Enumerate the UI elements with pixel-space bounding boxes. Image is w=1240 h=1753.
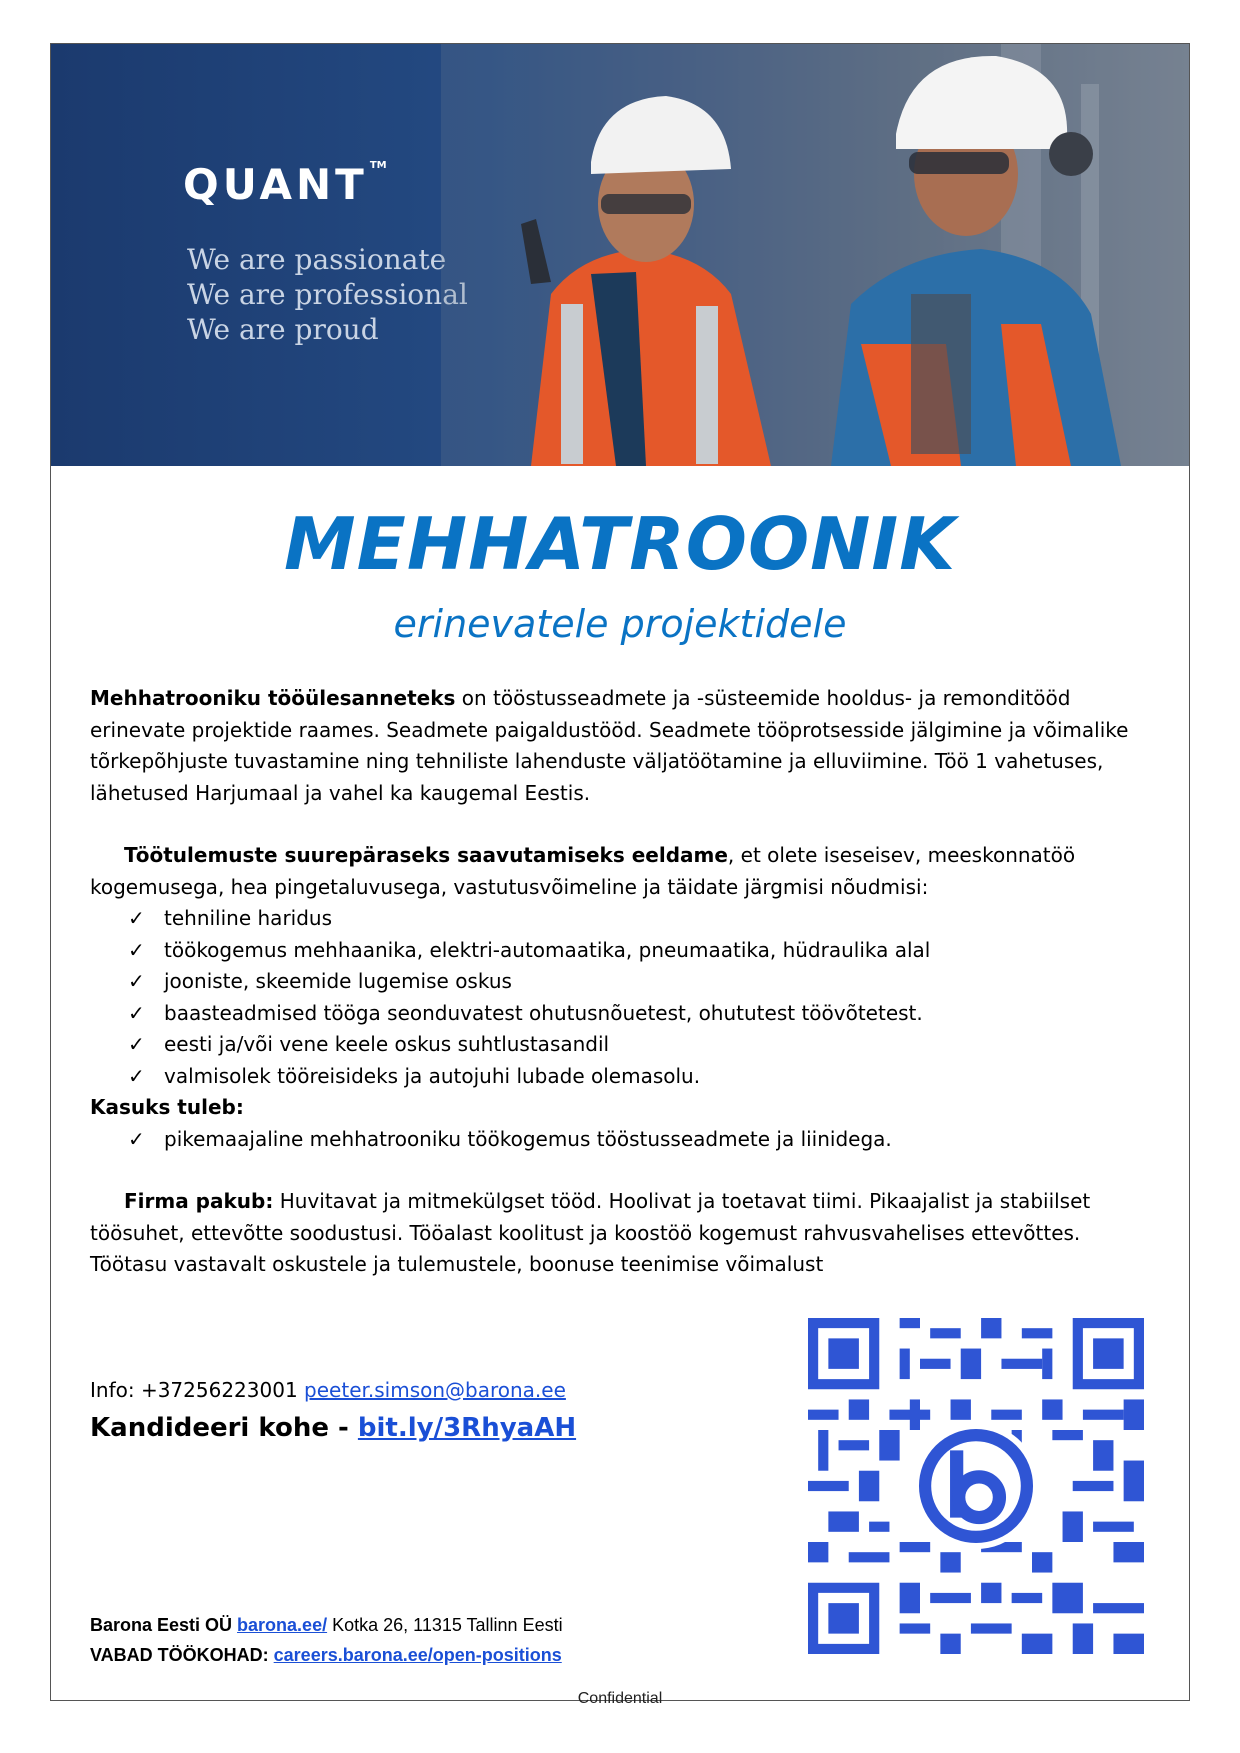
list-item: ✓ töökogemus mehhaanika, elektri-automaatika, pneumaatika, hüdraulika alal bbox=[128, 935, 1150, 967]
list-item: ✓ baasteadmised tööga seonduvatest ohutusnõuetest, ohututest töövõtetest. bbox=[128, 998, 1150, 1030]
header-banner bbox=[51, 44, 1189, 466]
jobs-link[interactable]: careers.barona.ee/open-positions bbox=[273, 1645, 562, 1665]
email-link[interactable]: peeter.simson@barona.ee bbox=[304, 1378, 566, 1402]
requirements-list bbox=[90, 903, 1150, 1092]
page-subtitle: erinevatele projektidele bbox=[393, 602, 847, 646]
tagline-line: We are proud bbox=[187, 313, 379, 346]
offer-paragraph: Firma pakub: Huvitavat ja mitmekülgset tööd. Hoolivat ja toetavat tiimi. Pikaajalist ja stabiilset töösuhet, ettevõtte soodustusi. Tööalast koolitust ja koostöö kogemust rahvusvahelises ettevõttes. Töötasu vastavalt oskustele ja tulemustele, boonuse teenimise võimalust bbox=[90, 1189, 1091, 1276]
intro-paragraph: Mehhatrooniku tööülesanneteks on tööstusseadmete ja -süsteemide hooldus- ja remonditööd erinevate projektide raames. Seadmete paigaldustööd. Seadmete tööprotsesside jälgimine ja võimalike tõrkepõhjuste tuvastamine ning tehniliste lahenduste väljatöötamine ja elluviimine. Töö 1 vahetuses, lähetused Harjumaal ja vahel ka kaugemal Eestis. bbox=[90, 686, 1129, 805]
apply-line: Kandideeri kohe - bit.ly/3RhyaAH bbox=[90, 1413, 577, 1443]
page-title: MEHHATROONIK bbox=[284, 502, 956, 586]
tagline-line: We are passionate bbox=[187, 243, 447, 276]
checkmark-icon: ✓ bbox=[128, 1063, 145, 1088]
list-item: ✓ jooniste, skeemide lugemise oskus bbox=[128, 966, 1150, 998]
requirements-paragraph: Töötulemuste suurepäraseks saavutamiseks eeldame, et olete iseseisev, meeskonnatöö kogemusega, hea pingetaluvusega, vastutusvõimeline ja täidate järgmisi nõudmisi: bbox=[90, 843, 1076, 899]
list-item: ✓ tehniline haridus bbox=[128, 903, 1150, 935]
list-item: ✓ eesti ja/või vene keele oskus suhtlustasandil bbox=[128, 1029, 1150, 1061]
tagline-line: We are professional bbox=[187, 278, 468, 311]
checkmark-icon: ✓ bbox=[128, 1032, 145, 1056]
jobs-line: VABAD TÖÖKOHAD: careers.barona.ee/open-positions bbox=[90, 1645, 562, 1665]
apply-link[interactable]: bit.ly/3RhyaAH bbox=[357, 1413, 577, 1443]
checkmark-icon: ✓ bbox=[128, 969, 145, 993]
confidential-label: Confidential bbox=[577, 1690, 663, 1707]
checkmark-icon: ✓ bbox=[128, 1126, 145, 1151]
workers-photo bbox=[441, 44, 1189, 466]
checkmark-icon: ✓ bbox=[128, 937, 145, 962]
company-site-link[interactable]: barona.ee/ bbox=[237, 1615, 328, 1635]
company-footer bbox=[90, 1610, 563, 1670]
company-line: Barona Eesti OÜ barona.ee/ Kotka 26, 11315 Tallinn Eesti bbox=[90, 1615, 563, 1635]
quant-logo: QUANT ™ bbox=[183, 160, 387, 209]
advantage-label: Kasuks tuleb: bbox=[90, 1095, 244, 1119]
job-description bbox=[90, 683, 1150, 1281]
qr-code bbox=[808, 1318, 1144, 1654]
list-item: ✓ pikemaajaline mehhatrooniku töökogemus tööstusseadmete ja liinidega. bbox=[128, 1124, 1150, 1156]
banner-tagline bbox=[187, 242, 468, 347]
checkmark-icon: ✓ bbox=[128, 906, 145, 930]
contact-info: Info: +37256223001 peeter.simson@barona.ee bbox=[90, 1378, 566, 1402]
list-item: ✓ valmisolek tööreisideks ja autojuhi lubade olemasolu. bbox=[128, 1061, 1150, 1093]
advantage-list bbox=[90, 1124, 1150, 1156]
checkmark-icon: ✓ bbox=[128, 1000, 145, 1025]
